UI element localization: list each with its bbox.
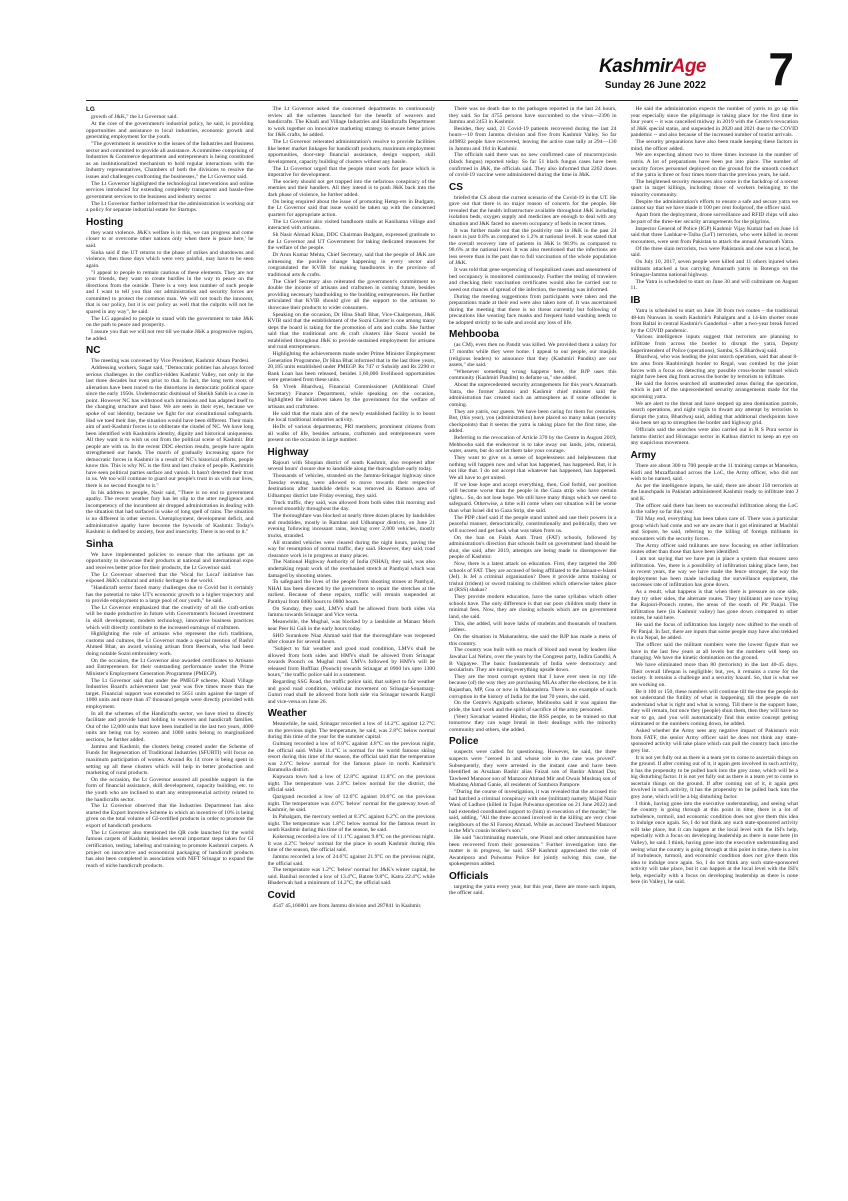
article-paragraph: targeting the yatra every year, but this year, there are more such inputs, the officer said. [449,883,617,897]
article-paragraph: He said the focus of infiltration has largely now shifted to the south of Pir Panjal. In fact, there are inputs that some people may have also trekked in via Nepal, he added. [630,622,798,642]
article-paragraph: HoDs of various departments; PRI members; prominent citizens from all walks of life, besides artisans, craftsmen and entrepreneurs were present on the occasion in large number. [267,424,435,444]
column-2 [268,106,436,1166]
article-paragraph: The Yatra is scheduled to start on June 30 and will culminate on August 11. [630,278,798,292]
section-heading: Covid [267,890,296,901]
article-paragraph: On the Centre's Agnipath scheme, Mehbooba said it was against the pride, the hard work and the spirit of sacrifice of the army personnel. [449,700,617,713]
article-paragraph: Speaking on the occasion, Dr Hina Shafi Bhat, Vice-Chairperson, J&K KVIB said that the establishment of the Sozni Cluster is one among many steps the board is taking for the promotion of arts and crafts. She further said that the traditional arts & craft clusters like Sozni would be established throughout J&K to provide sustained employment for artisans and rural entrepreneurs. [267,311,435,351]
article-paragraph: We are expecting almost two to three times increase in the number of yatris. A lot of preparations have been put into place. The number of security forces personnel deployed on the ground for the smooth conduct of the yatra is three or four times more than the previous years, he said. [630,152,798,179]
article-paragraph: The Lt Governor observed that the Industries Department has also started the Export Incentive Scheme in which an incentive of 10% is being given on the total volume of GI-certified products in order to promote the export of handicraft products. [86,803,254,830]
article-paragraph: There are about 300 to 700 people at the 11 training camps at Mansehra, Kotli and Muzaffarabad across the LoC, the Army officer, who did not wish to be named, said. [630,462,798,483]
article-paragraph: Apart from the deployment, drone surveillance and RFID chips will also be part of the three-tier security arrangements for the pilgrims. [630,212,798,225]
article-paragraph: They provide modern education, have the same syllabus which other schools have. The only difference is that our poor children study there in minimal fees. Now, they are closing schools which are on government land, she said. [449,594,617,620]
article-paragraph: Bhardwaj, who was leading the joint search operation, said that about 8-km area from Ranbirsingh border to Regal, was combed by the joint forces with a focus on detecting any possible cross-border tunnel which might have been dug from across the border by terrorists to infiltrate. [630,354,798,381]
article-paragraph: We have eliminated more than 80 (terrorists) in the last 40-45 days. Their overall lifespan is negligible; but, yes, it remains a curse for the society. It remains a challenge and a security hazard. So, that is what we are working on. [630,662,798,688]
article-paragraph: The Lt Governor reiterated administration's resolve to provide facilities like better market linkages for handicraft products, maximum employment opportunities, door-step financial assistance, design support, skill development, capacity building of clusters without any hassle. [267,139,435,165]
article-paragraph: The LG appealed to people to stand with the government to take J&K on the path to peace and prosperity. [86,315,254,329]
article-paragraph: On Sunday, they said, LMVs shall be allowed from both sides via Jammu towards Srinagar and Vice versa. [267,605,435,619]
article-paragraph: Of the three slain terrorists, two were Pakistanis and one was a local, he said. [630,245,798,259]
article-paragraph: We have implemented policies to ensure that the artisans get an opportunity to showcase their products at national and international expo and receives better price for their products, the Lt Governor said. [86,551,254,571]
brand-main: Kashmir [599,56,672,77]
article-columns [86,106,798,1166]
article-paragraph: During the meeting suggestions from participants were taken and the preparations made at their end were also taken note of. It was ascertained during the meeting that there is no threat currently but following of precautions like wearing face masks and frequent hand washing needs to be adopted strictly to be safe and avoid any loss of life. [449,293,617,326]
article-paragraph: In his address to people, Nasir said, "There is no end to government apathy. The recent weather fury has let slip to the utter negligence and incompetency of the incumbent air dropped administration in dealing with the situation that had surfaced in wake of long spell of rains. The situation is no different in other sectors. Unemployment, development deficit, and administrative apathy have become the bywords of Kashmir. Today's Kashmir is defined by anxiety, fear and insecurity. There is no end to it." [86,489,254,536]
article-paragraph: At the core of the government's industrial policy, he said, is providing opportunities and assistance to local industries, economic growth and generating employment for the youth. [86,121,254,141]
article-paragraph: The Lt Governor observed that the 'Vocal for Local' initiative has exposed J&K's cultural and artistic heritage to the world. [86,571,254,585]
article-paragraph: Inspector General of Police (IGP) Kashmir Vijay Kumar had on June 14 said that three Lashkar-e-Taiba (LeT) terrorists, who were killed in recent encounters, were sent from Pakistan to attack the annual Amarnath Yatra. [630,225,798,245]
article-paragraph: I am not saying that we have put in place a system that ensures zero infiltration. Yes, there is a possibility of infiltration taking place here, but in recent years, the way we have made the fence stronger, the way the deployment has been made including the surveillance equipment, the successes rate of infiltration has gone down. [630,556,798,589]
article-paragraph: "During the course of investigation, it was revealed that the accused trio had hatched a criminal conspiracy with one (militant) namely Majid Nazir Wani of Ladhoo (killed in Tujan Pulwama operation on 21 June 2022) and had extended coordinated support to (him) in execution of the murder," he said, adding, "All the three accused involved in the killing are very close neighbours of the SI Farooq Ahmad. While as accused Tawheed Manzoor is the Mir's cousin brother's son." [449,789,617,835]
article-paragraph: Sh Nasir Ahmad Khan, DDC Chairman Budgam, expressed gratitude to the Lt Governor and UT Government for taking dedicated measures for the welfare of the people. [267,232,435,252]
article-paragraph: Meanwhile, the Mughal, was blocked by a landslide at Manasr Morh near Peer Ki Gali in the early hours today. [267,619,435,632]
article-paragraph: Thousands of vehicles, stranded on the Jammu-Srinagar highway since Tuesday evening, were allowed to move towards their respective destinations after landslide debris was removed in Ramsoo area of Udhampur district late Friday evening, they said. [267,473,435,499]
article-paragraph: The PDP chief said if the people stand united and use their powers in a peaceful manner, democratically, constitutionally and politically, then we will succeed and get back what was taken from us. [449,514,617,534]
article-paragraph: The Lt Governor also mentioned the QR code launched for the world famous carpets of Kashmir, besides several important steps taken for GI certification, testing, labeling and training to promote Kashmiri carpets. A project on innovative and economical packaging of handicraft products has also been completed in association with NIFT Srinagar to expand the reach of niche handicraft products. [86,829,254,869]
article-paragraph: Gulmarg recorded a low of 8.0°C against 4.8°C on the previous night, the official said. While 11.4°C is normal for the world famous skiing resort during this time of the season, the official said that the temperature was 2.6°C below normal for the famous place in north Kashmir's Baramulla district. [267,741,435,774]
section-heading: Officials [449,870,489,882]
article-paragraph: "The government is sensitive to the issues of the Industries and Business sector and committed to provide all assistance. A committee comprising of Industries & Commerce department and entrepreneurs is being constituted as an institutionalized mechanism to hold regular interactions with the Industry representatives, Chambers of both the divisions to resolve the issues and challenges confronting the businesses," the Lt Governor said. [86,141,254,180]
article-paragraph: Yatra is scheduled to start on June 30 from two routes – the traditional 48-km Nunwan in south Kashmir's Pahalgam and a 14-km shorter route from Baltal in central Kashmir's Ganderbal – after a two-year break forced by the COVID pandemic. [630,307,798,334]
article-paragraph: The Lt Governor urged that the people must work for peace which is imperative for development. [267,165,435,179]
article-paragraph: Despite the administration's efforts to ensure a safe and secure yatra we cannot say that we have made it 100 per cent foolproof, the officer said. [630,198,798,212]
article-paragraph: briefed the CS about the current scenario of the Covid-19 in the UT. He gave out that there is no major reason of concern for the people. He revealed that the health infrastructure available throughout J&K including isolation beds, oxygen supply and medicines are enough to deal with any situation and J&K faced no uneven occupancy of beds in recent times. [449,194,617,227]
article-paragraph: On the occasion, the Lt Governor assured all possible support in the form of financial assistance, skill development, capacity building, etc. to the youth who are inclined to start any entrepreneurial activity related to the handicrafts sector. [86,776,254,803]
article-paragraph: Regarding SSG Road, the traffic police said, that subject to fair weather and good road condition, vehicular movement on Srinagar-Sonamarg-Gumri road shall be allowed from both side via Srinagar towards Kargil and vice-versa on June 26. [267,679,435,705]
article-paragraph: This, she added, will leave lakhs of students and thousands of teachers jobless. [449,620,617,634]
masthead [86,43,798,101]
article-paragraph: He said the administration expects the number of yatris to go up this year especially since the pilgrimage is taking place for the first time in four years -- it was cancelled midway in 2019 with the Centre's revocation of J&K special status, and suspended in 2020 and 2021 due to the COVID pandemic -- and also because of the increased number of tourist arrivals. [630,106,798,139]
article-paragraph: The meeting was convened by Vice President, Kashmir Ahsan Pardesi. [91,358,250,365]
edition-date: Sunday 26 June 2022 [604,80,706,91]
article-paragraph: In Pahalgam, the mercury settled at 8.3°C against 6.2°C on the previous night. The temperature was 1.8°C below normal for the famous resort in south Kashmir during this time of the season, he said. [267,814,435,834]
article-paragraph: Highlighting the role of artisans who represent the rich traditions, customs and cultures, the Lt Governor made a special mention of Bashir Ahmed Bhat, an award winning artisan from Beerwah, who had been doing notable Sozni embroidery work. [86,631,254,658]
section-heading: CS [449,181,463,193]
article-paragraph: As a result, what happens is that when there is pressure on one side, they try other sides, the alternate routes. They (militants) are now trying the Rajouri-Poonch routes, the areas of the south of Pir Panjal. The infiltration here (in Kashmir valley) has gone down compared to other routes, he said here. [630,589,798,622]
article-paragraph: The officer said there has been no successful infiltration along the LoC in the valley so far this year. [630,502,798,516]
article-paragraph: He said the forces searched all unattended areas during the operation, which is part of the unprecedented security arrangements made for the upcoming yatra. [630,380,798,400]
article-paragraph: The Lt Governor said that under the PMEGP scheme, Khadi Village Industries Board's achievement last year was five times more than the target. Financial support was extended to 5651 units against the target of 1000 units and more than 47 thousand people were directly provided with employment. [86,677,254,710]
article-paragraph: In all the schemes of the Handicrafts sector, we have tried to directly facilitate and provide hand holding to weavers and handicraft families. Out of the 12,000 units that have been installed in the last two years, 4000 units are being run by women and 1000 units belong to marginalized sections, he further added. [86,710,254,744]
section-heading: Police [449,736,479,748]
article-paragraph: I assure you that we will not rest till we make J&K a progressive region, he added. [86,329,254,342]
article-paragraph: It is not yet fully out as there is a team yet to come to ascertain things on the ground. If after coming out of it, it again gets involved in such activity, it has the propensity to be pulled back into the grey zone, which will be a big disturbing factor. It is not yet fully out as there is a team yet to come to ascertain things on the ground. If after coming out of it, it again gets involved in such activity, it has the propensity to be pulled back into the grey zone, which will be a big disturbing factor. [630,754,798,800]
article-paragraph: SHO Surankote Niaz Ahmad said that the thoroughfare was reopened after closure for several hours. [267,632,435,646]
article-paragraph: Kokernag recorded a low of 11.1°C against 9.8°C on the previous night. It was 4.2°C 'below' normal for the place in south Kashmir during this time of the season, the official said. [267,834,435,854]
article-paragraph: (Veer) Savarkar wanted Hindus, the RSS people, to be trained so that tomorrow they can wage brutal in their dealings with the minority community and others, she added. [449,713,617,733]
article-paragraph: Besides, they said, 21 Covid-19 patients recovered during the last 24 hours—10 from Jammu division and five from Kashmir Valley. So far 449892 people have recovered, leaving the active case tally at 294—130 in Jammu and 164 in Kashmir. [449,125,617,152]
article-paragraph: As per the intelligence inputs, he said, there are about 150 terrorists at the launchpads in Pakistan administered Kashmir ready to infiltrate into J and K. [630,482,798,502]
article-paragraph: "Handicraft sector faced many challenges due to Covid but it certainly has the potential to take UT's economic growth to a higher trajectory and to provide employment to a large pool of our youth," he said. [86,584,254,605]
article-paragraph: Jammu and Kashmir, the clusters being created under the Scheme of Funds for Regeneration of Traditional Industries (SFURTI) will focus on maximum participation of women. Around Rs 14 crore is being spent in setting up all these clusters which will help in better production and marketing of rural products. [86,743,254,777]
article-paragraph: The thoroughfare was blocked at nearly three dozen places by landslides and mudslides, mostly in Ramban and Udhampur districts, on June 21 evening following incessant rains, leaving over 2,000 vehicles, mostly trucks, stranded. [267,513,435,539]
article-paragraph: On being enquired about the issue of promoting Hemp-ers in Budgam, the Lt Governor said that issue would be taken up with the concerned quarters for appropriate action. [267,198,435,218]
article-paragraph: The Lt Governor asked the concerned departments to continuously review all the schemes launched for the benefit of weavers and handicrafts. The Khadi and Village Industries and Handicrafts Department to work together on innovative marketing strategy to ensure better prices for J&K crafts, he added. [267,106,435,139]
article-paragraph: We are alert to the threat and have stepped up area domination patrols, search operations, and night vigils to thwart any attempt by terrorists to disrupt the yatra, Bhardwaj said, adding that additional checkpoints have also been set up to strengthen the border and highway grid. [630,400,798,427]
article-paragraph: It was told that gene sequencing of hospitalized cases and assessment of bed occupancy is monitored continuously. Further the testing of travelers and checking their vaccination certificates would also be carried out to weed out chances of spread of the infection, the meeting was informed. [449,267,617,293]
article-paragraph: The temperature was 1.2°C 'below' normal for J&K's winter capital, he said. Banihal recorded a low of 13.4°C, Batote 9.8°C, Katra 22.4°C while Bhaderwah had a minimum of 14.2°C, the official said. [267,867,435,887]
article-paragraph: Various intelligence inputs suggest that terrorists are planning to infiltrate from across the border to disrupt the yatra, Deputy Superintendent of Police (operations), Samba, S.S.Bhardwaj said. [630,334,798,354]
article-paragraph: Sinha said if the UT returns to the phase of strikes and shutdowns and violence, then those days which were very painful, may have to be seen again. [86,249,254,269]
article-paragraph: Asked whether the Army sees any negative impact of Pakistan's exit from FATF, the senior Army officer said he does not think any state-sponsored activity will take place which can pull the country back into the grey list. [630,728,798,754]
article-paragraph: Sh Vivek Bhardwaj, Financial Commissioner (Additional Chief Secretary) Finance Department, while speaking on the occasion, highlighted the initiatives taken by the government for the welfare of artisans and craftsmen. [267,384,435,410]
article-paragraph: They want to give us a sense of hopelessness and helplessness that nothing will happen now and what has happened, has happened. But, it is not like that. I do not accept that whatever has happened, has happened. We all have to get united. [449,455,617,481]
article-paragraph: Dr Arun Kumar Mehta, Chief Secretary, said that the people of J&K are witnessing the positive change happening in every sector and congratulated the KVIB for making handlooms in the province of traditional arts & crafts. [267,252,435,278]
column-4 [631,106,799,1166]
article-paragraph: The Lt Governor also visited handloom stalls at Kanihama village and interacted with artisans. [267,218,435,232]
article-paragraph: About the unprecedented security arrangements for this year's Amarnath Yatra, the former Jammu and Kashmir chief minister said the administration has created such an atmosphere as if some offender is coming. [449,382,617,408]
page-number: 7 [768,43,794,95]
article-paragraph: Truck traffic, they said, was allowed from both sides this morning and moved smoothly throughout the day. [267,499,435,513]
article-paragraph: On the occasion, the Lt Governor also awarded certificates to Artisans and Entrepreneurs for their outstanding performance under the Prime Minister's Employment Generation Programme (PMEGP). [86,657,254,677]
article-paragraph: Referring to the revocation of Article 370 by the Centre in August 2019, Mehbooba said the endeavour is to take away our lands, jobs, mineral, water, assets, but do not let them take your courage. [449,435,617,455]
article-paragraph: Addressing workers, Sagar said, "Democratic polities has always forced serious challenges in the conflict-ridden Kashmir Valley, not only in the last three decades but even prior to that. In fact, the long term roots of alienation have been traced to the distortions in democratic political space since the early 1950s. Undemocratic dismissal of Sheikh Sahib is a case in point. However NC has withstood such intrusions and has adapted itself to the changing structure and base. We are seen in their eyes, because we spoke of our identity, because we fight for our constitutional safeguards. Had we toed their line, the situation would have been different. Their main aim of anti-Kashmir forces is to obliterate the citadel of NC. We have long been identified with Kashmiris identity, dignity and historical uniqueness. All they want is to wish us out from the political scene of Kashmir. But people are with us. In the recent DDC election results, people have again strengthened our hands. The march of gradually increasing space for democratic forces in Kashmir is a result of NC's historical efforts, people know this. This is why NC is the first and last choice of people. Kashmiris have seen political parties surface and vanish. It hasn't detected their trust in us. We too will continue to guard our people's trust in us with our lives, there is no second thought to it." [86,365,254,489]
article-paragraph: He said that the main aim of the newly established facility is to boost the local traditional industries activity. [267,410,435,424]
article-paragraph: The Lt Governor further informed that the administration is working out a policy for separate industrial estate for Startups. [86,200,254,214]
brand-accent: Age [671,56,706,77]
article-paragraph: On the ban on Falah Aam Trust (FAT) schools, followed by administration's direction that schools built on government land should be shut, she said, after 2019, attempts are being made to disempower the people of Kashmir. [449,534,617,561]
section-heading: Army [630,449,657,461]
article-paragraph: 4547 45,166801 are from Jammu division and 287841 in Kashmir. [272,903,422,909]
article-paragraph: suspects were called for questioning. However, he said, the three suspects were "zeroed in and whose role in the case was proved". Subsequently, they were arrested in the instant case and have been identified as Arsalaan Bashir alias Faizal son of Bashir Ahmad Dar, Tawheed Manzoor son of Manzoor Ahmad Mir and Owais Mushtaq son of Mushtaq Ahmad Ganie, all residents of Sambora Pampore. [449,749,617,789]
article-paragraph: It was further made out that the positivity rate in J&K in the past 24 hours is just 0.8% as compared to 1.2% at national level. It was stated that the overall recovery rate of patients in J&K is 98.9% as compared to 98.6% at the national level. It was also mentioned that the infections are less severe than in the past due to full vaccination of the whole population of J&K. [449,227,617,267]
article-paragraph: Meanwhile, he said, Srinagar recorded a low of 14.2°C against 12.7°C on the previous night. The temperature, he said, was 2.8°C below normal during this time of the year for the summer capital. [267,721,435,741]
section-heading: Weather [267,708,307,720]
article-paragraph: "Whenever something wrong happens here, the BJP uses this community (Kashmiri Pandits) to defame us," she added. [449,368,617,382]
article-paragraph: The society should not get trapped into the nefarious conspiracy of the enemies and their handlers. All they intend is to push J&K back into the dark phase of violence, he further added. [267,178,435,198]
article-paragraph: The National Highway Authority of India (NHAI), they said, was also undertaking repair work of the overhauled stretch at Panthyal which was damaged by shooting stones. [267,559,435,579]
article-paragraph: To safeguard the lives of the people from shooting stones at Panthyal, NHAI has been directed by the government to repair the stretches at the earliest. Because of these repairs, traffic will remain suspended at Panthyal from 0400 hours to 0800 hours. [267,579,435,606]
article-paragraph: Be it 100 or 150, these numbers will continue till the time the people do not understand the futility of what is happening, till the people do not understand what is right and what is wrong. Till there is the support base, they will remain, but once they (people) shun them, then they will have no war to go, and you will automatically find this entire concept getting eliminated or the numbers coming down, he added. [630,688,798,728]
article-paragraph: The officials said there was no new confirmed case of mucormycosis (black fungus) reported today. So far 51 black fungus cases have been confirmed in J&K, the officials said. They also informed that 2262 doses of covid-19 vaccine were administered during the time in J&K. [449,152,617,179]
column-3 [449,106,617,1166]
article-paragraph: There was no death due to the pathogen reported in the last 24 hours, they said. So far 4755 persons have succumbed to the virus—2396 in Jammu and 2453 in Kashmir. [449,106,617,126]
article-paragraph: growth of J&K," the Lt Governor said. [91,114,178,121]
article-paragraph: On the situation in Maharashtra, she said the BJP has made a mess of this country. [449,634,617,647]
article-paragraph: "I appeal to people to remain cautious of these elements. They are not your friends, they want to create hurdles in the way to peace on the directions from the outside. There is a very less number of such people and I want to tell you that our administration and security forces are committed to protect the common man. We will not touch the innocent, that is our policy, but it is our policy as well that the culprits will not be spared in any way", he said. [86,269,254,315]
article-paragraph: Now, there is a latest attack on education. First, they targeted the 300 schools of FAT. They are accused of being affiliated to the Jamaat-e-Islami (JeI). Is JeI a criminal organisation? Does it provide arms training or trishul (trident) or sword training to children which otherwise takes place at (RSS) shakas? [449,561,617,594]
article-paragraph: The heightened security measures also come in the backdrop of a recent spurt in target killings, including those of workers belonging to the minority community. [630,178,798,198]
article-paragraph: They are yatris, our guests. We have been caring for them for centuries. But, (this year), you (administration) have placed so many nakas (security checkpoints) that it seems the yatra is taking place for the first time, she added. [449,408,617,435]
article-paragraph: The Lt Governor highlighted the technological interventions and online services introduced for extending completely transparent and hassle-free government services to the business and industry sector. [86,180,254,200]
article-paragraph: I think, having gone into the executive understanding, and seeing what the country is going through at this point in time, there is a lot of turbulence, turmoil, and economic condition does not give them this idea to indulge once again. So, I do not think any such state-sponsored activity will take place, but it can happen at the local level with the ISI's help, especially with a focus on developing leadership as there is none here (in Valley), he said. I think, having gone into the executive understanding and seeing what the country is going through at this point in time, there is a lot of turbulence, turmoil, and economic condition does not give them this idea to indulge once again. So, I do not think any such state-sponsored activity will take place, but it can happen at the local level with the ISI's help, especially with a focus on developing leadership as there is none here (in Valley), he said. [630,800,798,886]
article-paragraph: Qazigund recorded a low of 12.6°C against 10.6°C on the previous night. The temperature was 4.0°C 'below' normal for the gateway town of Kashmir, he said. [267,794,435,814]
article-paragraph: The officer said the militant numbers were the lowest figure that we have in the last few years at all levels but the numbers will keep on changing. We have the kinetic domination on the ground. [630,642,798,662]
article-paragraph: Kupwara town had a low of 12.8°C against 11.8°C on the previous night. The temperature was 2.8°C below normal for the district, the official said. [267,774,435,794]
article-paragraph: The Army officer said militants are now focusing on other infiltration routes other than those that have been identified. [630,542,798,556]
article-paragraph: Till May end, everything has been taken care of. There was a particular group which had come and we are aware that it got eliminated at Machhil and Sopore, he said, referring to the killing of foreign militants in encounters with the security forces. [630,516,798,542]
column-1 [86,106,254,1166]
article-paragraph: they want violence. J&K's welfare is in this, we can progress and come closer to or overcome other nations only when there is peace here,' he said. [86,229,254,249]
article-paragraph: Rajouri with Shopian district of south Kashmir, also reopened after several hours' closure due to landslide along the thoroughfare early today. [267,459,435,473]
article-paragraph: On July 10, 2017, seven people were killed and 11 others injured when militants attacked a bus carrying Amarnath yatris in Botengo on the Srinagar-Jammu national highway. [630,258,798,279]
section-heading: IB [630,294,641,306]
article-paragraph: Officials said the searches were also carried out in R S Pura sector in Jammu district and Hiranagar sector in Kathua district to keep an eye on any suspicious movement. [630,427,798,447]
article-paragraph: The security preparations have also been made keeping these factors in mind, the officer added. [630,139,798,152]
article-paragraph: (as CM), even then no Pandit was killed. We provided them a salary for 17 months while they were home. I appeal to our people, our masjids (religious leaders) to announce that they (Kashmiri Pandits) are our assets," she said. [449,342,617,369]
section-heading: Hosting [86,216,124,228]
article-paragraph: If we lose hope and accept everything, then, God forbid, our position will become worse than the people in the Gaza strip who have certain rights... So, do not lose hope. We still have many things which we need to safeguard. Otherwise, a time will come when our situation will be worse than what Israel did to Gaza Strip, she said. [449,481,617,514]
article-paragraph: The country was built with so much of blood and sweat by leaders like Jawahar Lal Nehru, over the years by the Congress party, Indira Gandhi, A B Vajpayee. The basic fundamentals of India were democracy and secularism. They are turning everything upside down. [449,647,617,674]
article-paragraph: All stranded vehicles were cleared during the night hours, paving the way for resumption of normal traffic, they said. However, they said, road clearance work is in progress at many places. [267,539,435,559]
column-lead: LG [86,106,95,113]
section-heading: Highway [267,446,309,458]
article-paragraph: "Subject to fair weather and good road condition, LMVs shall be allowed from both sides and HMVs shall be allowed from Srinagar towards Poonch on Mughal road. LMVs followed by HMVs will be released from Buffliaz (Poonch) towards Srinagar at 0900 hrs upto 1300 hours," the traffic police said in a statement. [267,646,435,679]
article-paragraph: Jammu recorded a low of 24.6°C against 21.9°C on the previous night, the official said. [267,853,435,867]
newspaper-logo [599,56,706,78]
article-paragraph: The Chief Secretary also reiterated the government's commitment to double the income of artisans and craftsmen in coming future, besides providing necessary handholding to the budding entrepreneurs. He further articulated that KVIB should give all the support to the artisans to showcase their products to wider consumers. [267,278,435,311]
section-heading: Mehbooba [449,329,499,341]
section-heading: Sinha [86,538,114,550]
article-paragraph: Highlighting the achievements made under Prime Minister Employment Generation Programme, Dr Hina Bhat informed that in the last three years, 20,185 units established under PMEGP. Rs 747 cr Subsidy and Rs 2290 cr Bank Loan has been released, besides 1,60,000 livelihood opportunities were generated from these units. [267,351,435,384]
section-heading: NC [86,345,101,357]
article-paragraph: The Lt Governor emphasized that the creativity of all the craft-artists will be made productive in future with Government's focused investment in skill development, modern technology, innovative business practices which will directly contribute to the increased earnings of craftsmen. [86,604,254,631]
article-paragraph: They are the most corrupt system that I have ever seen in my life because (of) the way they are purchasing MLAs after the elections, be it in Rajasthan, MP, Goa or now in Maharashtra. There is no example of such corruption in the history of India for the last 70 years, she said. [449,673,617,700]
article-paragraph: He said "incriminating materials, one Pistol and other ammunition have been recovered from their possession." Further investigation into the matter is in progress, he said. SSP Kashmir appreciated the role of Awantipora and Pulwama Police for jointly solving this case, the spokesperson added. [449,835,617,868]
